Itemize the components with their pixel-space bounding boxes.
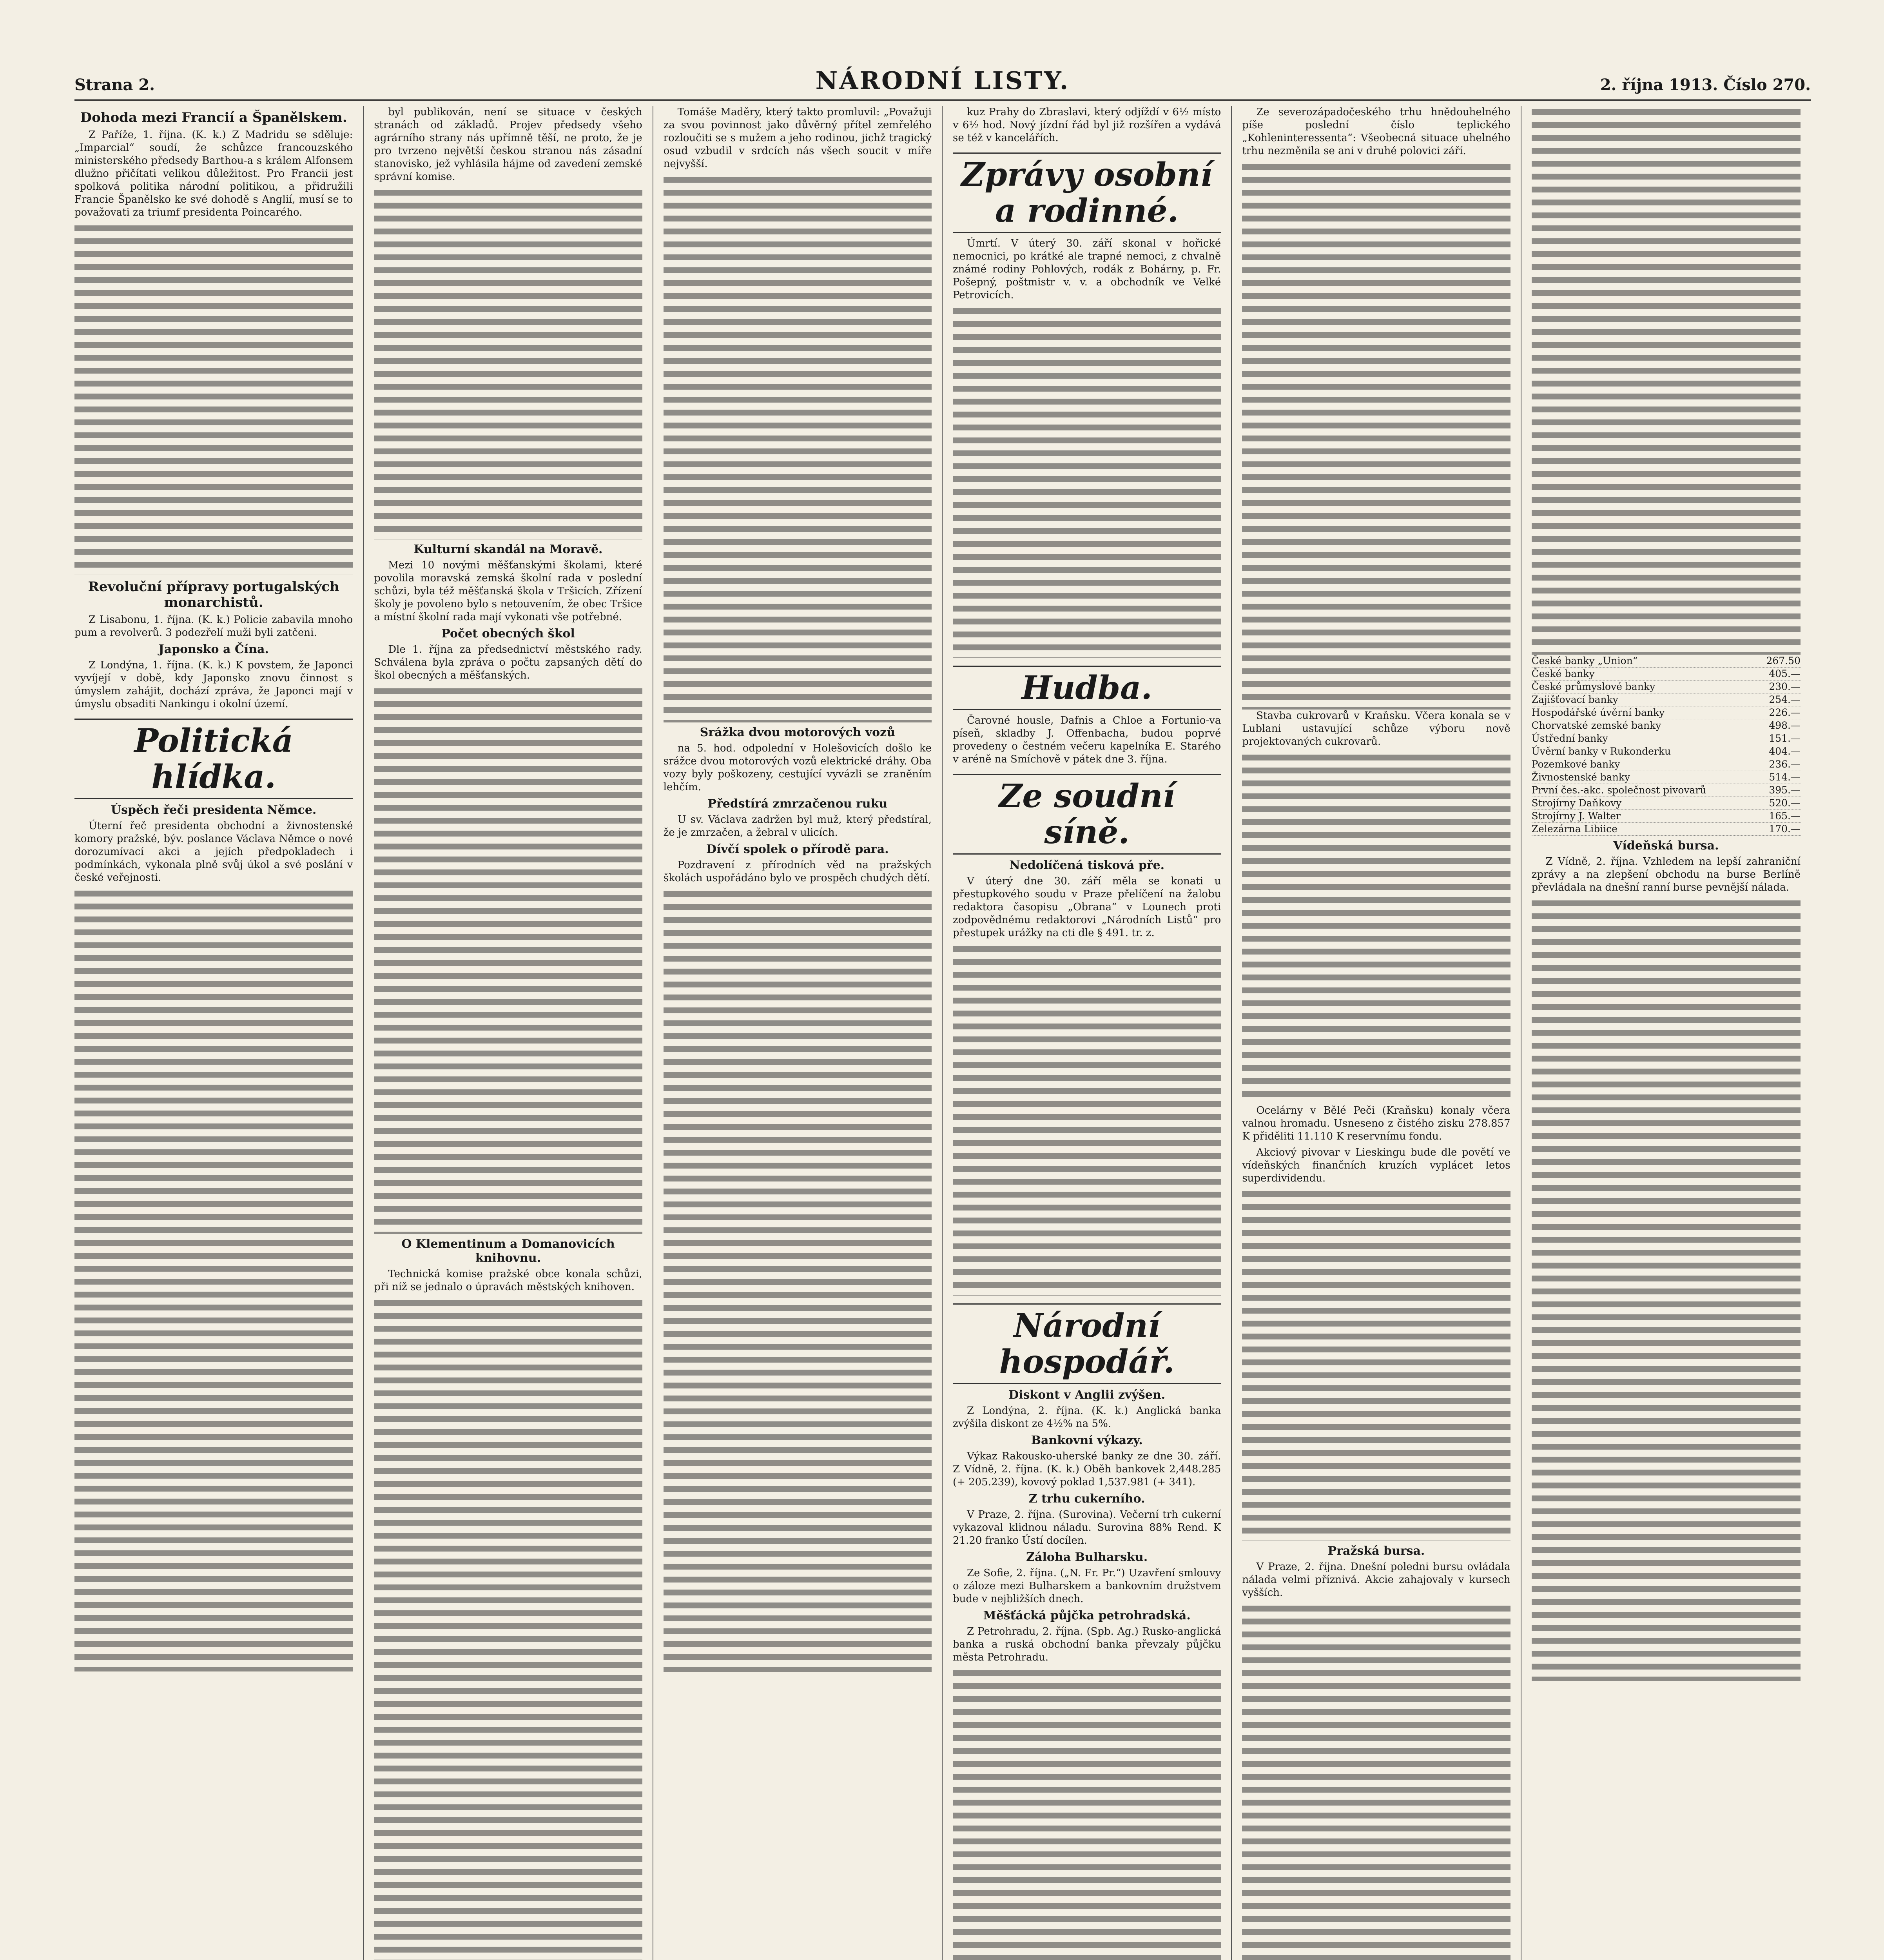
article-heading: Nedolíčená tisková pře. <box>1009 858 1165 872</box>
article-text: Dle 1. října za předsednictví městského rady. Schválena byla zpráva o počtu zapsaných dětí do škol obecných a měšťanských. <box>374 644 642 681</box>
issue-date: 2. října 1913. Číslo 270. <box>1600 76 1811 94</box>
article-text: Z Londýna, 1. října. (K. k.) K povstem, že Japonci vyvíjejí v době, kdy Japonsko znovu činnost s úmyslem zahájit, dochází zpráva, že Japonci mají v úmyslu obsaditi Nankingu i okolní území. <box>74 659 353 710</box>
quote-row <box>1532 758 1801 771</box>
quote-value: 514.— <box>1769 771 1801 783</box>
column-6 <box>1521 106 1811 1960</box>
article-text: na 5. hod. odpolední v Holešovicích došlo ke srážce dvou motorových vozů elektrické dráhy. Oba vozy byly poškozeny, cestující vyvázli se zraněním lehčím. <box>663 742 932 793</box>
article-text: Ocelárny v Bělé Peči (Kraňsku) konaly včera valnou hromadu. Usneseno z čistého zisku 278.857 K přiděliti 11.110 K reservnímu fondu. <box>1242 1105 1510 1142</box>
quote-value: 151.— <box>1769 733 1801 744</box>
section-heading: Zprávy osobní a rodinné. <box>953 152 1221 233</box>
quote-value: 230.— <box>1769 681 1801 692</box>
quote-value: 404.— <box>1769 746 1801 757</box>
quote-row <box>1532 655 1801 668</box>
article-text: Ze Sofie, 2. října. („N. Fr. Pr.“) Uzavření smlouvy o záloze mezi Bulharskem a bankovním družstvem bude v nejbližších dnech. <box>952 1567 1221 1605</box>
quote-name: Ústřední banky <box>1531 733 1608 744</box>
article-heading: Vídeňská bursa. <box>1613 839 1719 853</box>
quote-value: 520.— <box>1769 797 1801 809</box>
article-text: Stavba cukrovarů v Kraňsku. Včera konala se v Lublani ustavující schůze výboru nově projektovaných cukrovarů. <box>1242 710 1510 748</box>
article-text: U sv. Václava zadržen byl muž, který předstíral, že je zmrzačen, a žebral v ulicích. <box>663 814 932 838</box>
text-block <box>1532 106 1801 655</box>
quote-name: Úvěrní banky v Rukonderku <box>1531 746 1671 757</box>
article-text: Úterní řeč presidenta obchodní a živnostenské komory pražské, býv. poslance Václava Němce o nové dorozumívací akci a jejích předpokladech i podmínkách, vykonala plně svůj úkol a své poslání v české veřejnosti. <box>74 820 353 884</box>
article-heading: Počet obecných škol <box>441 627 575 641</box>
article-text: Z Lisabonu, 1. října. (K. k.) Policie zabavila mnoho pum a revolverů. 3 podezřelí muži byli zatčeni. <box>74 614 353 639</box>
article-text: Z Vídně, 2. října. Vzhledem na lepší zahraniční zprávy a na zlepšení obchodu na burse Berlíně převládala na dnešní ranní burse pevnější nálada. <box>1531 856 1801 893</box>
column-2 <box>364 106 653 1960</box>
quote-name: Hospodářské úvěrní banky <box>1531 707 1665 718</box>
article-heading: Srážka dvou motorových vozů <box>700 726 896 739</box>
quote-value: 165.— <box>1769 810 1801 822</box>
article-heading: Z trhu cukerního. <box>1028 1492 1145 1506</box>
section-heading: Národní hospodář. <box>953 1303 1221 1384</box>
quote-row <box>1532 719 1801 732</box>
quote-row <box>1532 823 1801 836</box>
newspaper-title: NÁRODNÍ LISTY. <box>815 66 1070 95</box>
quote-row <box>1532 706 1801 719</box>
quote-row <box>1532 771 1801 784</box>
quote-name: Živnostenské banky <box>1531 771 1630 783</box>
column-5 <box>1232 106 1521 1960</box>
article-heading: Záloha Bulharsku. <box>1026 1550 1148 1564</box>
article-heading: Dívčí spolek o přírodě para. <box>706 842 889 856</box>
article-heading: Japonsko a Čína. <box>158 642 269 656</box>
quote-row <box>1532 745 1801 758</box>
quote-value: 498.— <box>1769 720 1801 731</box>
text-block <box>1242 751 1510 1104</box>
quote-name: Zelezárna Libiice <box>1531 823 1617 835</box>
article-text: Čarovné housle, Dafnis a Chloe a Fortunio-va píseň, skladby J. Offenbacha, budou poprvé provedeny o čestném večeru kapelníka E. Starého v aréně na Smíchově v pátek dne 3. října. <box>952 715 1221 765</box>
quote-value: 254.— <box>1769 694 1801 705</box>
article-text: Z Londýna, 2. října. (K. k.) Anglická banka zvýšila diskont ze 4½% na 5%. <box>952 1405 1221 1430</box>
article-heading: Měšťácká půjčka petrohradská. <box>983 1609 1191 1622</box>
text-block <box>1532 897 1801 1681</box>
quote-value: 267.50 <box>1766 655 1801 666</box>
quote-name: České banky <box>1531 668 1595 679</box>
text-block <box>374 1297 642 1960</box>
text-block <box>1242 161 1510 710</box>
text-block <box>74 887 353 1671</box>
text-block <box>953 1667 1221 1960</box>
quote-row <box>1532 784 1801 797</box>
section-heading: Politická hlídka. <box>74 719 353 799</box>
quote-value: 170.— <box>1769 823 1801 835</box>
quote-name: Pozemkové banky <box>1531 759 1620 770</box>
quote-name: Strojírny Daňkovy <box>1531 797 1622 809</box>
article-text: V Praze, 2. října. Dnešní poledni bursu ovládala nálada velmi příznivá. Akcie zahajovaly v kursech vyšších. <box>1242 1561 1510 1599</box>
section-heading: Ze soudní síně. <box>953 774 1221 855</box>
section-heading: Hudba. <box>953 666 1221 710</box>
text-block <box>664 888 932 1672</box>
columns <box>74 106 1811 1960</box>
quote-row <box>1532 732 1801 745</box>
column-1 <box>74 106 364 1960</box>
quote-value: 405.— <box>1769 668 1801 679</box>
article-text: Z Petrohradu, 2. října. (Spb. Ag.) Rusko-anglická banka a ruská obchodní banka převzaly půjčku města Petrohradu. <box>952 1626 1221 1663</box>
text-block <box>953 305 1221 658</box>
text-block <box>953 943 1221 1296</box>
masthead <box>74 59 1811 101</box>
article-text: Mezi 10 novými měšťanskými školami, které povolila moravská zemská školní rada v poslední schůzi, byla též měšťanská škola v Tršicích. Zřízení školy je povoleno bylo s netouvením, že obec Tršice a místní školní rada mají vykonati vše potřebné. <box>374 559 642 623</box>
text-block <box>1242 1188 1510 1541</box>
article-heading: Revoluční přípravy portugalských monarchistů. <box>88 579 339 610</box>
quote-name: První čes.-akc. společnost pivovarů <box>1531 784 1706 796</box>
quote-value: 226.— <box>1769 707 1801 718</box>
article-heading: Předstírá zmrzačenou ruku <box>707 797 888 811</box>
text-block <box>374 187 642 539</box>
article-text: V úterý dne 30. září měla se konati u přestupkového soudu v Praze přelíčení na žalobu redaktora časopisu „Obrana“ v Lounech proti zodpovědnému redaktorovi „Národních Listů“ pro přestupek urážky na cti dle § 491. tr. z. <box>952 875 1221 939</box>
article-text: Technická komise pražské obce konala schůzi, při níž se jednalo o úpravách městských knihoven. <box>374 1268 642 1293</box>
article-heading: Kulturní skandál na Moravě. <box>413 543 603 556</box>
article-text: Výkaz Rakousko-uherské banky ze dne 30. září. Z Vídně, 2. října. (K. k.) Oběh bankovek 2,448.285 (+ 205.239), kovový poklad 1,537.981 (+ 341). <box>952 1450 1221 1488</box>
quote-row <box>1532 668 1801 681</box>
article-text: Pozdravení z přírodních věd na pražských školách uspořádáno bylo ve prospěch chudých dětí. <box>663 859 932 884</box>
quote-name: Strojírny J. Walter <box>1531 810 1621 822</box>
article-text: kuz Prahy do Zbraslavi, který odjíždí v 6½ místo v 6½ hod. Nový jízdní řád byl již rozšířen a vydává se též v kancelářích. <box>952 106 1221 144</box>
text-block <box>74 222 353 575</box>
column-4 <box>943 106 1232 1960</box>
quote-row <box>1532 810 1801 823</box>
article-heading: Diskont v Anglii zvýšen. <box>1008 1388 1166 1402</box>
article-heading: Bankovní výkazy. <box>1031 1434 1143 1447</box>
text-block <box>1242 1602 1510 1960</box>
quote-name: České průmyslové banky <box>1531 681 1656 692</box>
article-text: byl publikován, není se situace v českých stranách od základů. Projev předsedy všeho agrárního strany nás upřímně těší, ne proto, že je pro tvrzeno největší českou stranou nás zásadní stanovisko, jež vyhlásila hájme od zavedení zemské správní komise. <box>374 106 642 183</box>
article-heading: O Klementinum a Domanovicích knihovnu. <box>401 1237 615 1265</box>
text-block <box>374 685 642 1234</box>
quote-value: 236.— <box>1769 759 1801 770</box>
quote-row <box>1532 693 1801 706</box>
page-number: Strana 2. <box>74 76 155 94</box>
column-3 <box>653 106 943 1960</box>
article-text: Ze severozápadočeského trhu hnědouhelného píše poslední číslo teplického „Kohleninteressenta“: Všeobecná situace uhelného trhu nezměnila se ani v druhé polovici září. <box>1242 106 1510 157</box>
article-text: Z Paříže, 1. října. (K. k.) Z Madridu se sděluje: „Imparcial“ soudí, že schůzce francouzského ministerského předsedy Barthou-a s králem Alfonsem dlužno přičítati velikou důležitost. Pro Francii jest spolková politika národní politikou, a přidružili Francie Španělsko ke své dohodě s Anglií, musí se to považovati za triumf presidenta Poincarého. <box>74 129 353 218</box>
quote-row <box>1532 797 1801 810</box>
article-text: Akciový pivovar v Lieskingu bude dle povětí ve vídeňských finančních kruzích vyplácet letos superdividendu. <box>1242 1147 1510 1184</box>
quote-name: České banky „Union“ <box>1531 655 1638 666</box>
article-heading: Úspěch řeči presidenta Němce. <box>111 803 317 817</box>
quote-name: Chorvatské zemské banky <box>1531 720 1661 731</box>
stock-quotes <box>1532 655 1801 836</box>
article-heading: Pražská bursa. <box>1327 1544 1425 1558</box>
newspaper-page <box>74 59 1811 1960</box>
quote-row <box>1532 681 1801 693</box>
text-block <box>664 174 932 722</box>
quote-value: 395.— <box>1769 784 1801 796</box>
article-text: Úmrtí. V úterý 30. září skonal v hořické nemocnici, po krátké ale trapné nemoci, z chvalně známé rodiny Pohlových, rodák z Bohárny, p. Fr. Pošepný, poštmistr v. v. a obchodník ve Velké Petrovicích. <box>952 238 1221 301</box>
article-heading: Dohoda mezi Francií a Španělskem. <box>80 110 347 125</box>
article-text: V Praze, 2. října. (Surovina). Večerní trh cukerní vykazoval klidnou náladu. Surovina 88% Rend. K 21.20 franko Ústí docílen. <box>952 1509 1221 1546</box>
quote-name: Zajišťovací banky <box>1531 694 1618 705</box>
article-text: Tomáše Maděry, který takto promluvil: „Považuji za svou povinnost jako důvěrný přítel zemřelého rozloučiti se s mužem a jeho rodinou, jichž tragický osud vzbudil v srdcích nás všech soucit v míře nejvyšší. <box>663 106 932 170</box>
